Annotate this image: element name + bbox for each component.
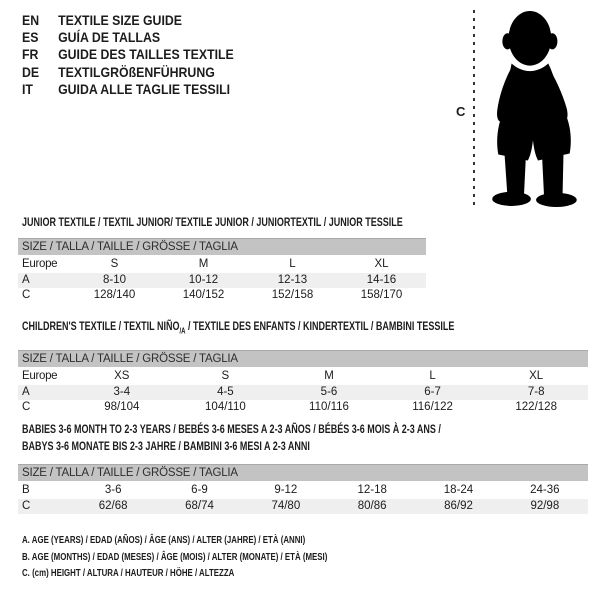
language-label: GUIDE DES TAILLES TEXTILE (58, 46, 234, 63)
section-title-text: BABYS 3-6 MONATE BIS 2-3 JAHRE / BAMBINI 3-6 MESI A 2-3 ANNI (22, 439, 310, 453)
baby-silhouette-icon (482, 9, 588, 209)
section-title (22, 318, 455, 339)
size-cell: 7-8 (527, 385, 545, 398)
language-row (22, 46, 234, 63)
size-cell: L (429, 370, 436, 383)
size-cell: M (198, 258, 209, 270)
size-cell: M (324, 370, 334, 383)
section-babies-textile (18, 421, 588, 514)
size-cell: 98/104 (104, 401, 140, 414)
size-cell: 9-12 (274, 484, 298, 496)
size-cell: 10-12 (188, 273, 219, 286)
size-cell: 128/140 (93, 289, 136, 301)
height-marker-label: C (456, 104, 466, 119)
footnote-line: B. AGE (MONTHS) / EDAD (MESES) / ÂGE (MOIS) / ALTER (MONATE) / ETÀ (MESI) (22, 550, 328, 563)
size-cell: 86/92 (444, 499, 473, 512)
footnote-line: A. AGE (YEARS) / EDAD (AÑOS) / ÂGE (ANS) / ALTER (JAHRE) / ETÀ (ANNI) (22, 534, 306, 546)
size-cell: 62/68 (98, 499, 128, 512)
size-cell: 140/152 (182, 289, 225, 301)
size-cell: S (110, 258, 119, 270)
row-label: Europe (22, 370, 58, 383)
size-table-row (18, 288, 426, 304)
language-label: GUÍA DE TALLAS (58, 28, 161, 45)
size-cell: 24-36 (530, 484, 560, 496)
section-junior-textile (18, 214, 426, 304)
size-cell: 3-4 (113, 385, 131, 398)
language-label: TEXTILE SIZE GUIDE (58, 11, 182, 28)
language-row (22, 28, 234, 45)
size-cell: 80/86 (357, 499, 387, 512)
size-cell: 18-24 (443, 484, 474, 496)
section-title-text: CHILDREN'S TEXTILE / TEXTIL NIÑO (22, 319, 180, 333)
height-dotted-line (473, 10, 475, 208)
size-cell: 110/116 (309, 401, 349, 414)
language-code: ES (22, 28, 39, 45)
size-cell: 12-18 (357, 484, 387, 496)
size-table (18, 350, 588, 416)
language-label: GUIDA ALLE TAGLIE TESSILI (58, 80, 231, 97)
size-table-row (18, 369, 588, 385)
row-label: B (22, 484, 30, 496)
size-table-header: SIZE / TALLA / TAILLE / GRÖSSE / TAGLIA (18, 464, 588, 481)
row-label: A (22, 385, 30, 398)
size-table-row (18, 483, 588, 499)
row-label: C (22, 401, 31, 414)
size-table-row (18, 499, 588, 515)
size-table-header: SIZE / TALLA / TAILLE / GRÖSSE / TAGLIA (18, 238, 426, 255)
footnote-legend (22, 532, 429, 582)
size-cell: S (221, 370, 230, 383)
language-row (22, 63, 234, 80)
section-title-subscript: /A (179, 326, 186, 336)
language-row (22, 80, 234, 97)
size-cell: 92/98 (530, 499, 560, 512)
size-cell: XS (114, 370, 130, 383)
size-table-row (18, 400, 588, 416)
language-code: FR (22, 46, 39, 63)
size-cell: 12-13 (277, 273, 308, 286)
size-table (18, 238, 426, 304)
size-cell: 104/110 (205, 401, 246, 414)
size-cell: 152/158 (271, 289, 314, 301)
size-table-row (18, 385, 588, 401)
section-title-text: BABIES 3-6 MONTH TO 2-3 YEARS / BEBÉS 3-6 MESES A 2-3 AÑOS / BÉBÉS 3-6 MOIS À 2-3 ANS / (22, 422, 441, 436)
size-cell: 6-7 (424, 385, 441, 398)
section-title-text: / TEXTILE DES ENFANTS / KINDERTEXTIL / BAMBINI TESSILE (185, 319, 455, 333)
footnote-line: C. (cm) HEIGHT / ALTURA / HAUTEUR / HÖHE / ALTEZZA (22, 567, 235, 579)
size-cell: 5-6 (320, 385, 338, 398)
size-cell: 14-16 (366, 273, 397, 286)
size-cell: 8-10 (102, 273, 127, 286)
size-cell: XL (374, 258, 389, 270)
language-code: EN (22, 11, 40, 28)
language-label: TEXTILGRÖßENFÜHRUNG (58, 63, 215, 80)
size-cell: 116/122 (412, 401, 453, 414)
size-cell: 74/80 (271, 499, 301, 512)
language-code: DE (22, 63, 40, 80)
size-table-row (18, 273, 426, 289)
section-title (22, 421, 447, 438)
size-table (18, 464, 588, 514)
size-cell: XL (529, 370, 544, 383)
size-cell: 6-9 (191, 484, 208, 496)
language-title-list (22, 11, 263, 97)
section-title (22, 214, 403, 230)
section-children-textile (18, 318, 588, 416)
size-cell: L (289, 258, 296, 270)
size-table-header: SIZE / TALLA / TAILLE / GRÖSSE / TAGLIA (18, 350, 588, 367)
size-cell: 122/128 (515, 401, 557, 414)
row-label: Europe (22, 258, 58, 270)
row-label: A (22, 273, 30, 286)
row-label: C (22, 499, 31, 512)
size-table-row (18, 257, 426, 273)
section-title (22, 438, 447, 455)
row-label: C (22, 289, 31, 301)
section-title-text: JUNIOR TEXTILE / TEXTIL JUNIOR/ TEXTILE JUNIOR / JUNIORTEXTIL / JUNIOR TESSILE (22, 215, 403, 229)
size-cell: 68/74 (185, 499, 214, 512)
language-row (22, 11, 234, 28)
size-cell: 4-5 (217, 385, 234, 398)
language-code: IT (22, 80, 33, 97)
size-cell: 158/170 (360, 289, 403, 301)
size-cell: 3-6 (104, 484, 122, 496)
